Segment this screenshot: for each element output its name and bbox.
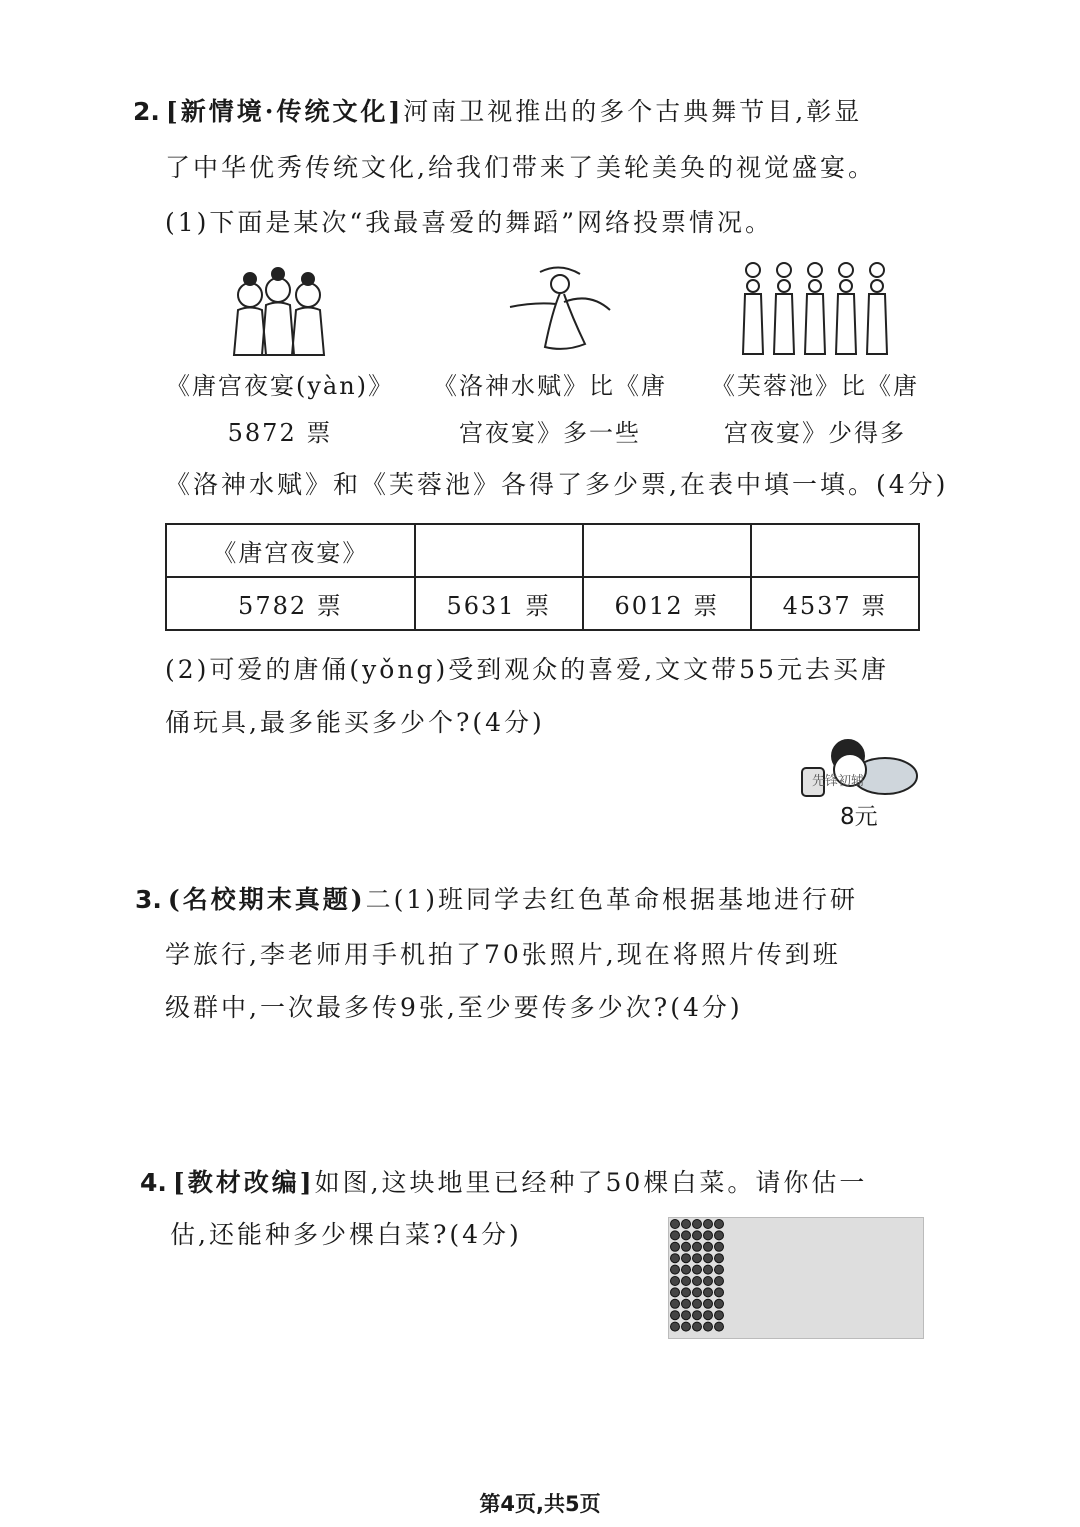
table-row	[166, 524, 919, 577]
cabbage	[693, 1231, 702, 1240]
page-footer: 第4页,共5页	[479, 1492, 601, 1516]
dance-caption-3a: 《芙蓉池》比《唐	[711, 372, 919, 400]
cabbage	[682, 1242, 691, 1251]
table-row	[166, 577, 919, 630]
cabbage	[671, 1299, 680, 1308]
cabbage	[715, 1231, 724, 1240]
table-cell: 4537 票	[751, 577, 919, 630]
cabbage	[715, 1220, 724, 1229]
cabbage	[693, 1220, 702, 1229]
cabbage	[693, 1242, 702, 1251]
q2-part2-line2: 俑玩具,最多能买多少个?(4分)	[165, 708, 545, 737]
cabbage	[704, 1288, 713, 1297]
cabbage	[704, 1254, 713, 1263]
cabbage	[715, 1277, 724, 1286]
cabbage	[682, 1322, 691, 1331]
q4-text1: 如图,这块地里已经种了50棵白菜。请你估一	[314, 1168, 868, 1197]
cabbage	[671, 1288, 680, 1297]
q2-line1	[133, 92, 862, 132]
cabbage	[682, 1254, 691, 1263]
dance-caption-1a: 《唐宫夜宴(yàn)》	[165, 372, 395, 400]
cabbage	[693, 1322, 702, 1331]
cabbage	[671, 1254, 680, 1263]
q2-line2: 了中华优秀传统文化,给我们带来了美轮美奂的视觉盛宴。	[165, 153, 876, 182]
cabbage	[671, 1265, 680, 1274]
cabbage	[671, 1311, 680, 1320]
cabbage	[693, 1311, 702, 1320]
cabbage	[682, 1220, 691, 1229]
q4-line2: 估,还能种多少棵白菜?(4分)	[170, 1220, 522, 1249]
q4-tag: [教材改编]	[172, 1168, 315, 1197]
cabbage	[671, 1322, 680, 1331]
cabbage	[715, 1288, 724, 1297]
q4-line1	[140, 1163, 867, 1203]
dance-caption-2a: 《洛神水赋》比《唐	[433, 372, 667, 400]
cabbage	[704, 1231, 713, 1240]
cabbage	[693, 1265, 702, 1274]
cabbage	[704, 1311, 713, 1320]
q3-tag: (名校期末真题)	[167, 885, 366, 914]
cabbage	[715, 1265, 724, 1274]
cabbage	[693, 1288, 702, 1297]
dance-caption-3b: 宫夜宴》少得多	[724, 419, 906, 447]
cabbage	[671, 1242, 680, 1251]
cabbage	[715, 1311, 724, 1320]
cabbage-grid-illustration	[670, 1219, 726, 1335]
cabbage	[682, 1265, 691, 1274]
table-cell-blank[interactable]	[415, 524, 583, 577]
cabbage	[682, 1277, 691, 1286]
q2-number: 2.	[133, 97, 160, 126]
q3-line2: 学旅行,李老师用手机拍了70张照片,现在将照片传到班	[165, 940, 841, 969]
cabbage	[671, 1231, 680, 1240]
q3-number: 3.	[135, 885, 162, 914]
cabbage	[693, 1254, 702, 1263]
table-cell: 5631 票	[415, 577, 583, 630]
table-cell: 5782 票	[166, 577, 415, 630]
cabbage	[715, 1322, 724, 1331]
cabbage	[715, 1254, 724, 1263]
table-cell: 《唐宫夜宴》	[166, 524, 415, 577]
cabbage	[671, 1220, 680, 1229]
cabbage	[682, 1231, 691, 1240]
cabbage	[693, 1299, 702, 1308]
cabbage	[704, 1299, 713, 1308]
dance-luoshen-illustration	[500, 262, 620, 357]
table-cell: 6012 票	[583, 577, 751, 630]
cabbage	[715, 1242, 724, 1251]
q2-part2-line1: (2)可爱的唐俑(yǒng)受到观众的喜爱,文文带55元去买唐	[165, 655, 889, 684]
cabbage	[704, 1265, 713, 1274]
cabbage	[693, 1277, 702, 1286]
tang-figurine-toy-illustration	[790, 738, 920, 798]
table-cell-blank[interactable]	[583, 524, 751, 577]
cabbage	[704, 1322, 713, 1331]
cabbage	[715, 1299, 724, 1308]
dance-tang-palace-illustration	[220, 265, 340, 360]
q2-part1-question: 《洛神水赋》和《芙蓉池》各得了多少票,在表中填一填。(4分)	[165, 470, 949, 499]
vote-table	[165, 523, 920, 631]
dance-caption-1b: 5872 票	[227, 419, 333, 447]
cabbage	[704, 1220, 713, 1229]
q3-line1	[135, 880, 858, 920]
cabbage	[671, 1277, 680, 1286]
table-cell-blank[interactable]	[751, 524, 919, 577]
cabbage	[704, 1242, 713, 1251]
toy-watermark: 先锋初辅	[812, 774, 865, 789]
q2-tag: [新情境·传统文化]	[165, 97, 404, 126]
dance-furong-illustration	[735, 262, 895, 357]
q4-number: 4.	[140, 1168, 167, 1197]
dance-caption-2b: 宫夜宴》多一些	[459, 419, 641, 447]
cabbage	[682, 1288, 691, 1297]
toy-price: 8元	[840, 804, 878, 830]
cabbage	[704, 1277, 713, 1286]
cabbage	[682, 1299, 691, 1308]
q2-text1: 河南卫视推出的多个古典舞节目,彰显	[403, 97, 863, 126]
q2-part1: (1)下面是某次“我最喜爱的舞蹈”网络投票情况。	[165, 208, 773, 237]
cabbage	[682, 1311, 691, 1320]
q3-line3: 级群中,一次最多传9张,至少要传多少次?(4分)	[165, 993, 743, 1022]
q3-text1: 二(1)班同学去红色革命根据基地进行研	[365, 885, 858, 914]
